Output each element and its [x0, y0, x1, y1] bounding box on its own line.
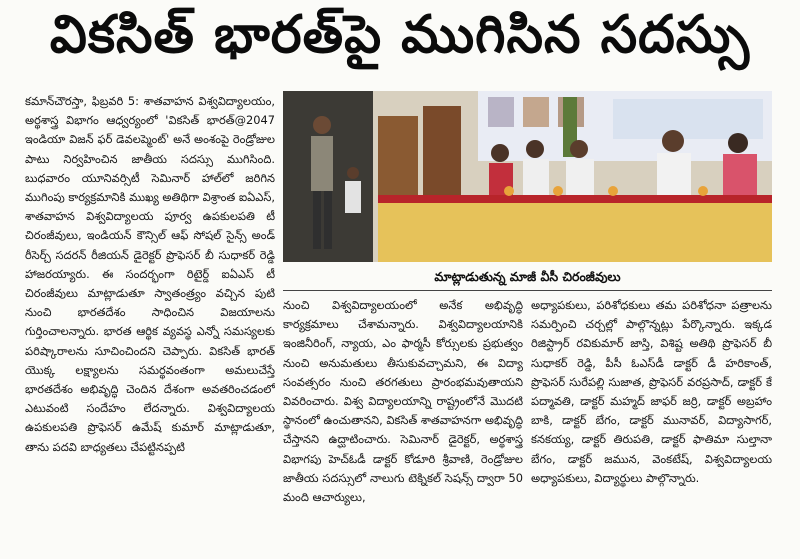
- event-photo-illustration: [283, 91, 772, 262]
- article-column-2: [283, 296, 523, 554]
- caption-divider: [283, 290, 772, 291]
- event-photo: [283, 91, 772, 262]
- article-text: నుంచి విశ్వవిద్యాలయంలో అనేక అభివృద్ధి కార్యక్రమాలు చేశామన్నారు. విశ్వవిద్యాలయానికి ఇంజినీరింగ్‌, న్యాయ, ఎం ఫార్మసీ కోర్సులకు ప్రభుత్వం నుంచి అనుమతులు తీసుకువచ్చామని, ఈ విద్యా సంవత్సరం నుంచి తరగతులు ప్రారంభమవుతాయని వివరించారు. విశ్వ విద్యాలయాన్ని రాష్ట్రంలోనే మొదటి స్థానంలో ఉంచుతానని, వికసిత్‌ శాతవాహనగా అభివృద్ధి చేస్తానని ఉద్ఘాటించారు. సెమినార్‌ డైరెక్టర్‌, అర్థశాస్త్ర విభాగపు హెచ్‌ఓడీ డాక్టర్‌ కోడూరి శ్రీవాణి, రెండ్రోజుల జాతీయ సదస్సులో నాలుగు టెక్నికల్‌ సెషన్స్‌ ద్వారా 50 మంది ఆచార్యులు,: [283, 298, 523, 505]
- article-text: అధ్యాపకులు, పరిశోధకులు తమ పరిశోధనా పత్రాలను సమర్పించి చర్చల్లో పాల్గొన్నట్లు పేర్కొన్నారు. ఇక్కడ రిజిస్ట్రార్‌ రవికుమార్‌ జాస్తి, విశిష్ట అతిథి ప్రొఫెసర్‌ బీ సుధాకర్‌ రెడ్డి, పీసీ ఓఎస్‌డీ డాక్టర్‌ డీ హరికాంత్‌, ప్రొఫెసర్‌ సురేపల్లి సుజాత, ప్రొఫెసర్‌ వరప్రసాద్‌, డాక్టర్‌ కే పద్మావతి, డాక్టర్‌ మహ్మద్‌ జాఫర్‌ జర్రి, డాక్టర్‌ అబ్రహాం బాకి, డాక్టర్‌ బేగం, డాక్టర్‌ మునావర్‌, విద్యాసాగర్‌, కనకయ్య, డాక్టర్‌ తిరుపతి, డాక్టర్‌ ఫాతిమా సుల్తానా బేగం, డాక్టర్‌ జమున, వెంకటేష్‌, విశ్వవిద్యాలయ అధ్యాపకులు, విద్యార్థులు పాల్గొన్నారు.: [531, 298, 772, 485]
- article-column-1: [25, 92, 275, 554]
- article-text: కమాన్‌చౌరస్తా, ఫిబ్రవరి 5: శాతవాహన విశ్వవిద్యాలయం, అర్థశాస్త్ర విభాగం ఆధ్వర్యంలో 'వికసిత్‌ భారత్‌@2047 ఇండియా విజన్‌ ఫర్‌ డెవలప్మెంట్‌' అనే అంశంపై రెండ్రోజుల పాటు నిర్వహించిన జాతీయ సదస్సు ముగిసింది. బుధవారం యూనివర్సిటీ సెమినార్‌ హాల్‌లో జరిగిన ముగింపు కార్యక్రమానికి ముఖ్య అతిథిగా విశ్రాంత ఐఏఎస్‌, శాతవాహన విశ్వవిద్యాలయ పూర్వ ఉపకులపతి టీ చిరంజీవులు, ఇండియన్‌ కౌన్సిల్‌ ఆఫ్‌ సోషల్‌ సైన్స్‌ అండ్‌ రీసెర్చ్‌ సదరన్‌ రీజియన్‌ డైరెక్టర్‌ ప్రొఫెసర్‌ బీ సుధాకర్‌ రెడ్డి హాజరయ్యారు. ఈ సందర్భంగా రిటైర్డ్‌ ఐఏఎస్‌ టీ చిరంజీవులు మాట్లాడుతూ స్వాతంత్ర్యం వచ్చిన పుటి నుంచి భారతదేశం సాధించిన విజయాలను గుర్తించాలన్నారు. భారత ఆర్థిక వ్యవస్థ ఎన్నో సమస్యలకు పరిష్కారాలను సూచించిందని చెప్పారు. వికసిత్‌ భారత్‌ యొక్క లక్ష్యాలను సమర్థవంతంగా అమలుచేస్తే భారతదేశం అభివృద్ధి చెందిన దేశంగా అవతరించడంలో ఎటువంటి సందేహం లేదన్నారు. విశ్వవిద్యాలయ ఉపకులపతి ప్రొఫెసర్‌ ఉమేష్‌ కుమార్‌ మాట్లాడుతూ, తాను పదవి బాధ్యతలు చేపట్టినప్పటి: [25, 94, 275, 454]
- article-column-3: [531, 296, 772, 554]
- photo-caption: మాట్లాడుతున్న మాజీ వీసీ చిరంజీవులు: [434, 269, 621, 284]
- headline: వికసిత్‌ భారత్‌పై ముగిసిన సదస్సు: [49, 4, 751, 65]
